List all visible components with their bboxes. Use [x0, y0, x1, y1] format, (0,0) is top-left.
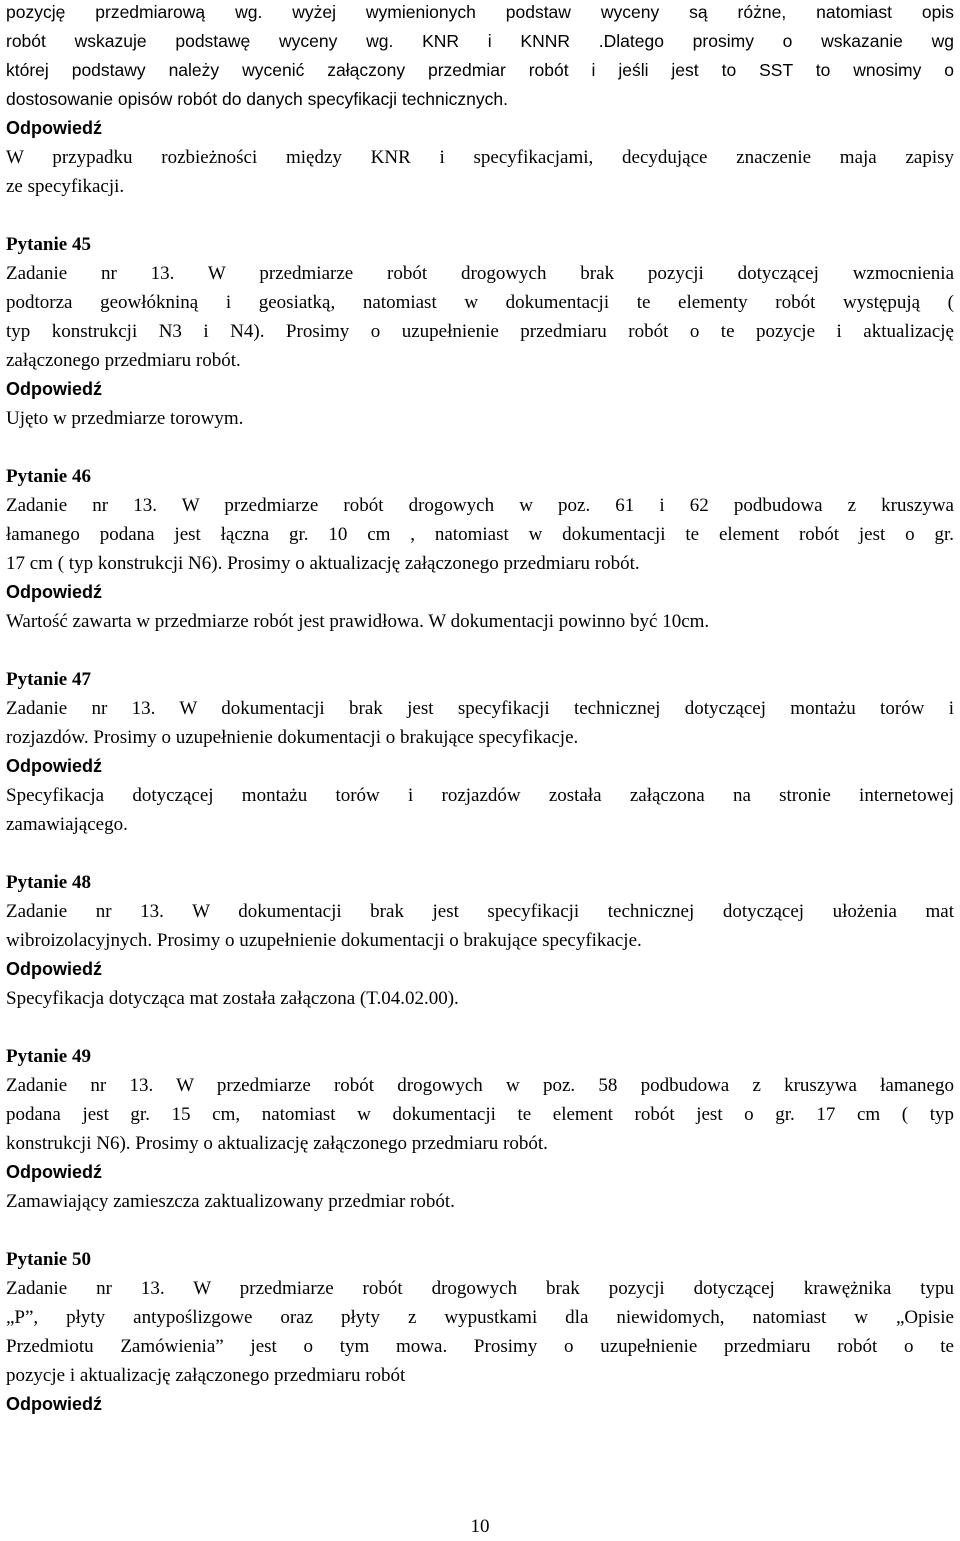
question-50	[6, 1245, 954, 1419]
question-46-answer: Wartość zawarta w przedmiarze robót jest prawidłowa. W dokumentacji powinno być 10cm.	[6, 611, 710, 632]
question-46	[6, 462, 954, 636]
question-50-line-1: Zadanie nr 13. W przedmiarze robót drogowych brak pozycji dotyczącej krawężnika typu	[6, 1278, 954, 1299]
intro-section	[6, 0, 954, 201]
question-48-answer: Specyfikacja dotycząca mat została załączona (T.04.02.00).	[6, 988, 459, 1009]
question-49-answer: Zamawiający zamieszcza zaktualizowany przedmiar robót.	[6, 1191, 455, 1212]
question-48-answer-label: Odpowiedź	[6, 959, 102, 979]
page-number: 10	[470, 1516, 490, 1537]
question-45-line-1: Zadanie nr 13. W przedmiarze robót drogowych brak pozycji dotyczącej wzmocnienia	[6, 263, 954, 284]
question-45-line-2: podtorza geowłókniną i geosiatką, natomiast w dokumentacji te elementy robót występują (	[6, 292, 954, 313]
question-49-answer-label: Odpowiedź	[6, 1162, 102, 1182]
intro-answer-line-1: W przypadku rozbieżności między KNR i specyfikacjami, decydujące znaczenie maja zapisy	[6, 147, 954, 168]
intro-answer-label: Odpowiedź	[6, 118, 102, 138]
question-49-line-1: Zadanie nr 13. W przedmiarze robót drogowych w poz. 58 podbudowa z kruszywa łamanego	[6, 1075, 954, 1096]
question-46-line-3: 17 cm ( typ konstrukcji N6). Prosimy o aktualizację załączonego przedmiaru robót.	[6, 553, 640, 574]
question-45-answer: Ujęto w przedmiarze torowym.	[6, 408, 244, 429]
question-48-title: Pytanie 48	[6, 872, 91, 893]
question-48-line-1: Zadanie nr 13. W dokumentacji brak jest specyfikacji technicznej dotyczącej ułożenia mat	[6, 901, 954, 922]
question-48	[6, 868, 954, 1013]
question-47-answer-line-1: Specyfikacja dotyczącej montażu torów i rozjazdów została załączona na stronie internetowej	[6, 785, 954, 806]
question-49	[6, 1042, 954, 1216]
question-45-answer-label: Odpowiedź	[6, 379, 102, 399]
question-50-line-3: Przedmiotu Zamówienia” jest o tym mowa. Prosimy o uzupełnienie przedmiaru robót o te	[6, 1336, 954, 1357]
question-50-line-2: „P”, płyty antypoślizgowe oraz płyty z wypustkami dla niewidomych, natomiast w „Opisie	[6, 1307, 954, 1328]
question-50-title: Pytanie 50	[6, 1249, 91, 1270]
question-46-answer-label: Odpowiedź	[6, 582, 102, 602]
question-47-line-1: Zadanie nr 13. W dokumentacji brak jest specyfikacji technicznej dotyczącej montażu torów i	[6, 698, 954, 719]
question-47-line-2: rozjazdów. Prosimy o uzupełnienie dokumentacji o brakujące specyfikacje.	[6, 727, 579, 748]
intro-line-2: robót wskazuje podstawę wyceny wg. KNR i KNNR .Dlatego prosimy o wskazanie wg	[6, 31, 954, 51]
intro-line-1: pozycję przedmiarową wg. wyżej wymienionych podstaw wyceny są różne, natomiast opis	[6, 2, 954, 22]
question-46-title: Pytanie 46	[6, 466, 91, 487]
question-47-answer-line-2: zamawiającego.	[6, 814, 128, 835]
question-50-line-4: pozycje i aktualizację załączonego przedmiaru robót	[6, 1365, 406, 1386]
question-46-line-2: łamanego podana jest łączna gr. 10 cm , natomiast w dokumentacji te element robót jest o gr.	[6, 524, 954, 545]
intro-line-4: dostosowanie opisów robót do danych specyfikacji technicznych.	[6, 89, 508, 109]
question-48-line-2: wibroizolacyjnych. Prosimy o uzupełnienie dokumentacji o brakujące specyfikacje.	[6, 930, 642, 951]
question-45-line-3: typ konstrukcji N3 i N4). Prosimy o uzupełnienie przedmiaru robót o te pozycje i aktualizację	[6, 321, 954, 342]
question-50-answer-label: Odpowiedź	[6, 1394, 102, 1414]
question-45-line-4: załączonego przedmiaru robót.	[6, 350, 241, 371]
question-45	[6, 230, 954, 433]
question-47-title: Pytanie 47	[6, 669, 91, 690]
question-49-line-2: podana jest gr. 15 cm, natomiast w dokumentacji te element robót jest o gr. 17 cm ( typ	[6, 1104, 954, 1125]
question-47	[6, 665, 954, 839]
question-46-line-1: Zadanie nr 13. W przedmiarze robót drogowych w poz. 61 i 62 podbudowa z kruszywa	[6, 495, 954, 516]
document-page	[6, 0, 954, 1419]
intro-line-3: której podstawy należy wycenić załączony przedmiar robót i jeśli jest to SST to wnosimy o	[6, 60, 954, 80]
question-45-title: Pytanie 45	[6, 234, 91, 255]
question-47-answer-label: Odpowiedź	[6, 756, 102, 776]
question-49-title: Pytanie 49	[6, 1046, 91, 1067]
intro-answer-line-2: ze specyfikacji.	[6, 176, 125, 197]
question-49-line-3: konstrukcji N6). Prosimy o aktualizację załączonego przedmiaru robót.	[6, 1133, 548, 1154]
